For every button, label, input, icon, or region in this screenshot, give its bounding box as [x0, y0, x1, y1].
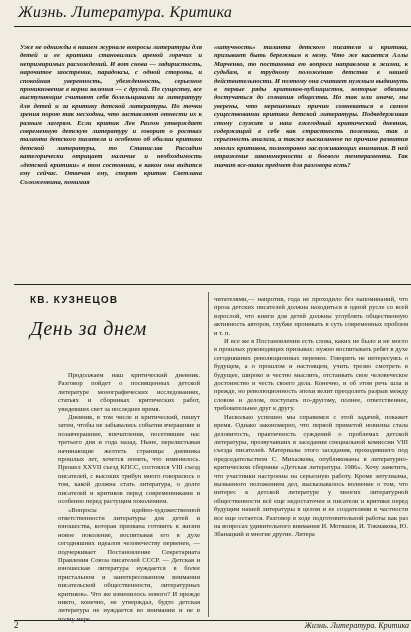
- intro-right-column: [214, 44, 408, 170]
- article-paragraph: И все же в Постановлении есть слова, каких не было и не могло в прошлых руководящих призывах: нужно воспитывать ребят в духе сегодняшних революционных перемен. Говорить не интересуясь о будущем, а о прошлом и настоящем, учить трезво смотреть в будущее, широко и честно мыслить, отстаивать свое человеческое достоинство и честь своего дела. Конечно, и об этом речь шла и прежде, но революционность эпохи велит преодолеть разрыв между словом и делом, поступать по-другому, полнее, ответственнее, требовательнее друг к другу.: [214, 338, 408, 413]
- article-right-column: [214, 296, 408, 540]
- article-paragraph: Насколько успешно мы справимся с этой задачей, покажет время. Однако закономерно, что первой приметой новизны стала деловитость, практичность суждений о проблемах детской литературы, прозвучавших в заседании специальной комиссии VIII съезда писателей. Материалы этого заседания, проходившего под председательством С. Михалкова, опубликованы в литературно-критическом сборнике «Детская литература. 1986». Хочу заметить, что участники настроены на серьезную работу. Кроме энтузиазма, вызванного положением дел, высказывалось волнение о том, что интерес к детской литературе у многих литературной общественности всё еще недостаточен и писатели и критики перед будущим нашей литературы в целом и ее создателями в частности все еще остается. Разговор в ходе подготовительной работы как раз на вопросах удивительного внимания И. Мотяшов, И. Токмакова, Ю. Збанацкий и многие другие. Литера: [214, 413, 408, 539]
- header-rule: [14, 26, 411, 27]
- intro-right-text: «штучность» таланта детского писателя и критика, призывает быть бережным к нему. Что же касается Аллы Марченко, то постановка ею вопроса направлена к жизни, к судьбам, к трудному положению детства в нашей действительности. И поэтому она считает нужным выдвинуть в первые ряды критиков-публицистов, которые обязаны достучаться до сознания общества. Но так или иначе, мы уверены, что нерешенных причин сомневаться в самом существовании критики детской литературы. Подведерживая стому служит и наш ежегодный критический дневник, содержащий в себе как страстность полемики, так и серьезность анализа, а также высказанное по причине развития многих критиков, полноправно заслуживающих внимания. В ней отражение закономерности и боевого темперамента. Так значит все-таки предмет для разговора есть?: [214, 44, 408, 169]
- article-title: День за днем: [30, 318, 147, 340]
- footer-journal-title: Жизнь. Литература. Критика: [304, 621, 409, 630]
- article-paragraph: Продолжаем наш критический дневник. Разговор пойдет о посвященных детской литературе монографических исследованиях, статьях и сборниках критических работ, увидевших свет за последнее время.: [58, 372, 200, 413]
- article-author: КВ. КУЗНЕЦОВ: [30, 295, 119, 306]
- article-paragraph: «Вопросы идейно-художественной ответственности литературы для детей и юношества, которая призвана готовить к жизни новое поколение, воспитывая его в духе сегодняшних идеалов человечеству первенен, — подчеркивает Постановление Секретариата Правления Союза писателей СССР. — Детская и юношеская литература нуждается в более пристальном и заинтересованном внимании писательской общественности, литературных критиков». Что же изменилось нового? И прежде никто, конечно, не утверждал, будто детская литература не нуждается во внимании и не в полну мере: [58, 506, 200, 623]
- section-title: Жизнь. Литература. Критика: [18, 4, 233, 21]
- article-rule: [14, 284, 411, 285]
- intro-left-column: [20, 44, 202, 187]
- article-paragraph: читателями,— напротив, года не проходило без напоминаний, что проза детских писателей должна находиться в одной русле со всей взрослой, что книги для детей должны углублять общественную активность авторов, глубже проникать в суть современных проблем и т. п.: [214, 296, 408, 337]
- page-number: 2: [14, 620, 19, 630]
- intro-left-text: Уже не однажды в нашем журнале вопросы литературы для детей и ее критики становились ареной горячих и непримиримых расхождений. И вот снова — задиристость, нарочитое заостpение, парадоксы, с одной стороны, и спокойная уверенность, убежденность, серьезное проникновение в корни явления — с другой. По существу, все выступающие считают себя болельщиками за литературу для детей и за критику детской литературы. Но точки зрения порою так несходны, что заставляют отнести их к разным лагерям. Если критик Лев Разгон утверждает современную детскую литературу и говорит о росткаx таланта детского писателя и особенно об обилии критики детской литературы, то Станислав Рассадин категорически отрицает наличие и необходимость «детской критики» в том состоянии, в каком она видится ему сейчас. Отвечая ему, спорят критик Светлана Соложенкина, понимая: [20, 44, 202, 186]
- column-divider: [208, 292, 209, 617]
- article-left-column: [58, 372, 200, 624]
- article-paragraph: Дневник, в том числе и критический, пишут затем, чтобы не забывались события вчерашние и позавчерашние, впечатления, посетившие нас третьего дня и года назад. Ныне, перелистывая начинающие желтеть страницы дневника прошлых лет, хочется понять, что изменилось. Прошел XXVII съезд КПСС, состоялся VIII съезд писателей, с высоких трибун много говорилось о том, какой должна стать литература, о долге писателей и критиков перед современниками и особенно перед растущим поколением.: [58, 414, 200, 506]
